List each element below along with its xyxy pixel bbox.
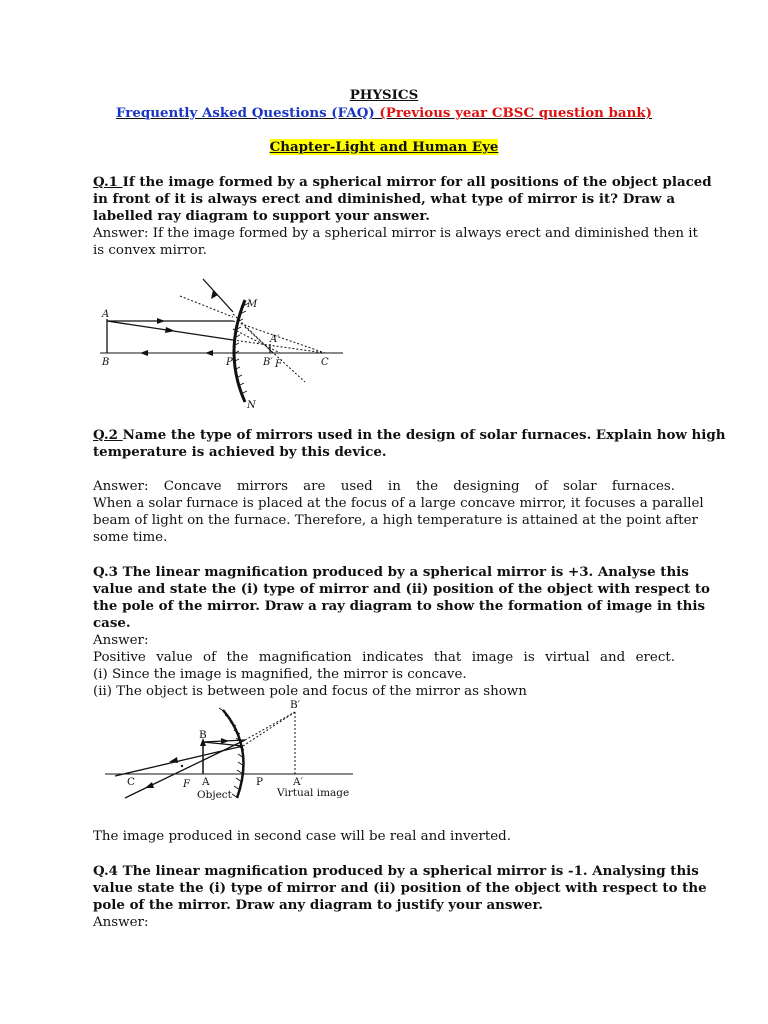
q2-line-2: temperature is achieved by this device. [93, 444, 387, 460]
q1-text-1: If the image formed by a spherical mirror for all positions of the object placed [122, 174, 712, 190]
diag1-label-a: A [102, 309, 110, 320]
diag2-label-c: C [127, 776, 136, 788]
q3-answer-3: (ii) The object is between pole and focus of the mirror as shown [93, 684, 527, 699]
q3-answer-label: Answer: [93, 633, 149, 648]
diag2-label-virtual-image: Virtual image [277, 787, 350, 799]
q4-line-1: Q.4 The linear magnification produced by a spherical mirror is -1. Analysing this [93, 863, 699, 879]
q3-line-1: Q.3 The linear magnification produced by a spherical mirror is +3. Analyse this [93, 564, 689, 580]
q2-answer-4: some time. [93, 530, 168, 545]
diag2-label-f: F [183, 779, 190, 790]
q1-line-3: labelled ray diagram to support your answer. [93, 208, 430, 224]
diag1-label-b-image: B′ [263, 357, 273, 368]
diag1-label-b: B [102, 357, 110, 368]
diag1-label-f: F [275, 359, 282, 370]
q1-number: Q.1 [93, 174, 123, 190]
q3-note: The image produced in second case will be real and inverted. [93, 829, 511, 844]
diag1-label-m: M [247, 299, 258, 310]
faq-subtitle: (Previous year CBSC question bank) [379, 105, 652, 121]
q1-line-1 [93, 174, 712, 191]
q3-line-3: the pole of the mirror. Draw a ray diagram to show the formation of image in this [93, 598, 705, 614]
diag1-label-n: N [247, 400, 256, 411]
diag1-label-p: P [226, 357, 233, 368]
diag1-label-c: C [321, 357, 329, 368]
q1-answer-2: is convex mirror. [93, 243, 207, 258]
diag1-label-a-image: A′ [270, 334, 280, 345]
chapter-heading [0, 139, 768, 156]
convex-mirror-diagram [95, 272, 355, 412]
faq-title: Frequently Asked Questions (FAQ) [116, 105, 375, 121]
q2-answer-2: When a solar furnace is placed at the focus of a large concave mirror, it focuses a parallel [93, 496, 704, 511]
diag2-label-b-image: B′ [290, 699, 301, 711]
diag2-label-a-image: A′ [293, 776, 303, 788]
chapter-title: Chapter-Light and Human Eye [269, 139, 499, 155]
q4-line-2: value state the (i) type of mirror and (ii) position of the object with respect to the [93, 880, 707, 896]
q2-answer-1: Answer: Concave mirrors are used in the designing of solar furnaces. [93, 479, 675, 494]
diag2-label-a: A [202, 776, 210, 788]
diag2-label-b: B [199, 729, 207, 741]
q4-answer-label: Answer: [93, 915, 149, 930]
subject-heading: PHYSICS [349, 87, 419, 103]
q3-line-4: case. [93, 615, 131, 631]
diag2-label-object: Object [197, 789, 232, 801]
q2-line-1 [93, 427, 726, 444]
q4-line-3: pole of the mirror. Draw any diagram to justify your answer. [93, 897, 543, 913]
q2-number: Q.2 [93, 427, 123, 443]
q1-answer-1: Answer: If the image formed by a spherical mirror is always erect and diminished then it [93, 226, 698, 241]
q3-line-2: value and state the (i) type of mirror and (ii) position of the object with respect to [93, 581, 710, 597]
diag2-label-p: P [256, 776, 264, 788]
q2-answer-3: beam of light on the furnace. Therefore, a high temperature is attained at the point after [93, 513, 698, 528]
q1-line-2: in front of it is always erect and diminished, what type of mirror is it? Draw a [93, 191, 675, 207]
faq-heading [0, 105, 768, 122]
q2-text-1: Name the type of mirrors used in the design of solar furnaces. Explain how high [122, 427, 726, 443]
q3-answer-2: (i) Since the image is magnified, the mirror is concave. [93, 667, 467, 682]
q3-answer-1: Positive value of the magnification indicates that image is virtual and erect. [93, 650, 675, 665]
concave-mirror-diagram [105, 698, 365, 806]
